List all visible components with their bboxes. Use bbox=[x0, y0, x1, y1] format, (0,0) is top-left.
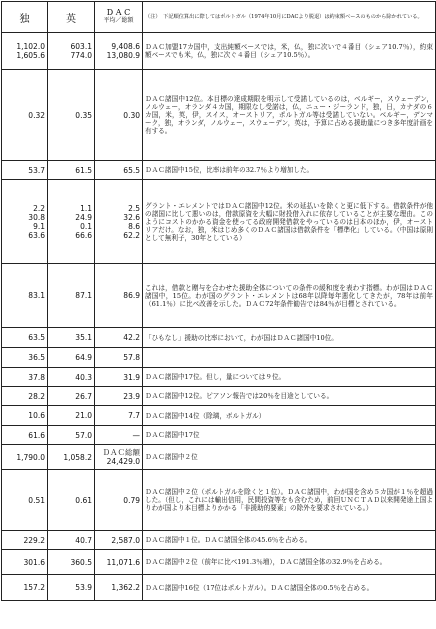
table-row bbox=[2, 406, 436, 426]
note-text: ＤＡＣ諸国中12位。本目標の達成期限を明示して受諾しているのは，ベルギー，スウェーデン，ノルウェー，オランダ４カ国，期限なし受諾は，仏，ニュー・ジーランド，独，日，カナダの６カ国，米，英，伊，スイス，オーストリア，ポルトガル等は受諾していない。ベルギー，デンマーク，独，オランダ，ノルウェー，スウェーデン，英は，予算に占める援助量につき多年度計画を有する。 bbox=[145, 95, 433, 135]
dac-value-cell bbox=[95, 406, 143, 426]
table-row bbox=[2, 426, 436, 445]
germany-value-cell bbox=[2, 575, 48, 601]
germany-value-cell bbox=[2, 531, 48, 550]
table-row bbox=[2, 531, 436, 550]
cell-value: 62.2 bbox=[123, 230, 140, 240]
cell-value: 360.5 bbox=[70, 557, 92, 567]
cell-value: 0.51 bbox=[28, 495, 45, 505]
cell-value: 774.0 bbox=[70, 51, 92, 60]
dac-value-cell bbox=[95, 550, 143, 575]
cell-value: 63.5 bbox=[28, 333, 45, 342]
statistics-table bbox=[1, 1, 436, 601]
note-cell bbox=[143, 426, 436, 445]
note-text: ＤＡＣ諸国中15位，比率は前年の32.7％より増加した。 bbox=[145, 166, 314, 174]
note-text: ＤＡＣ諸国中17位。但し，量については９位。 bbox=[145, 373, 286, 381]
cell-value: 83.1 bbox=[28, 291, 45, 300]
cell-value: 8.6 bbox=[128, 221, 140, 231]
cell-value: 63.6 bbox=[28, 230, 45, 240]
uk-value-cell bbox=[48, 328, 95, 348]
cell-value: 2,587.0 bbox=[111, 535, 140, 545]
note-cell bbox=[143, 348, 436, 368]
cell-value: 0.32 bbox=[28, 110, 45, 120]
cell-value: 1,058.2 bbox=[63, 452, 92, 462]
cell-value: 87.1 bbox=[75, 291, 92, 300]
table-row bbox=[2, 550, 436, 575]
header-note: （注） 下記順位算出に際してはポルトガル（1974年10月にDACより脱退）は約束額ベースのものから除かれている。 bbox=[143, 2, 436, 33]
germany-value-cell bbox=[2, 264, 48, 328]
dac-value-cell bbox=[95, 264, 143, 328]
cell-value: 11,071.6 bbox=[106, 557, 140, 567]
cell-value: 32.6 bbox=[123, 212, 140, 222]
note-cell bbox=[143, 445, 436, 470]
germany-value-cell bbox=[2, 328, 48, 348]
note-cell bbox=[143, 264, 436, 328]
uk-value-cell bbox=[48, 70, 95, 161]
header-dac-subtitle: 平均／総額 bbox=[103, 17, 134, 24]
table-row bbox=[2, 348, 436, 368]
germany-value-cell bbox=[2, 445, 48, 470]
cell-value: 57.8 bbox=[123, 353, 140, 362]
note-text: ＤＡＣ加盟17カ国中，支出純額ベースでは，米，仏，独に次いで４番目（シェア10.7％），約束額ベースでも米，仏，独に次ぐ４番目（シェア10.5％）。 bbox=[145, 43, 433, 59]
cell-value: 10.6 bbox=[28, 411, 45, 420]
cell-value: 157.2 bbox=[23, 583, 45, 592]
note-text: 「ひもなし」援助の比率において，わが国はＤＡＣ諸国中10位。 bbox=[145, 333, 338, 342]
cell-value: 229.2 bbox=[23, 535, 45, 545]
cell-value: — bbox=[132, 430, 140, 440]
cell-value: 301.6 bbox=[23, 557, 45, 567]
cell-value: 2.5 bbox=[128, 203, 140, 213]
cell-value: 0.1 bbox=[80, 221, 92, 231]
cell-value: 0.35 bbox=[75, 110, 92, 120]
uk-value-cell bbox=[48, 387, 95, 406]
note-text: ＤＡＣ諸国中12位。ピアソン報告では20％を目途としている。 bbox=[145, 392, 334, 400]
uk-value-cell bbox=[48, 550, 95, 575]
note-cell bbox=[143, 387, 436, 406]
cell-value: 64.9 bbox=[75, 353, 92, 362]
cell-value: 2.2 bbox=[33, 203, 45, 213]
table-row bbox=[2, 445, 436, 470]
germany-value-cell bbox=[2, 368, 48, 387]
cell-value: 9,408.6 bbox=[111, 42, 140, 51]
germany-value-cell bbox=[2, 348, 48, 368]
germany-value-cell bbox=[2, 33, 48, 70]
cell-value: 1,790.0 bbox=[16, 452, 45, 462]
dac-value-cell bbox=[95, 445, 143, 470]
cell-value: 0.61 bbox=[75, 495, 92, 505]
uk-value-cell bbox=[48, 348, 95, 368]
uk-value-cell bbox=[48, 575, 95, 601]
table-row bbox=[2, 368, 436, 387]
cell-value: 35.1 bbox=[75, 333, 92, 342]
cell-value: ＤＡＣ総額 bbox=[102, 448, 140, 457]
cell-value: 1.1 bbox=[80, 203, 92, 213]
germany-value-cell bbox=[2, 161, 48, 180]
germany-value-cell bbox=[2, 470, 48, 531]
note-text: ＤＡＣ諸国中２位（ポルトガルを除くと１位）。ＤＡＣ諸国中，わが国を含め５カ国が１％を超過した。（但し，これには輸出信用，民間投資等をも含むため，前回ＵＮＣＴＡＤ以来開発途上国よりわが国より本目標よりかかる「非援助的要素」の除外を要求されている。） bbox=[145, 488, 433, 512]
cell-value: 53.9 bbox=[75, 583, 92, 592]
cell-value: 31.9 bbox=[123, 372, 140, 382]
table-row bbox=[2, 33, 436, 70]
cell-value: 9.1 bbox=[33, 221, 45, 231]
header-germany: 独 bbox=[2, 2, 48, 33]
note-cell bbox=[143, 161, 436, 180]
uk-value-cell bbox=[48, 180, 95, 264]
dac-value-cell bbox=[95, 70, 143, 161]
note-cell bbox=[143, 531, 436, 550]
table-row bbox=[2, 180, 436, 264]
note-cell bbox=[143, 550, 436, 575]
cell-value: 26.7 bbox=[75, 391, 92, 401]
note-text: ＤＡＣ諸国中１位。ＤＡＣ諸国全体の45.6％を占める。 bbox=[145, 536, 312, 544]
cell-value: 86.9 bbox=[123, 291, 140, 300]
cell-value: 24.9 bbox=[75, 212, 92, 222]
note-cell bbox=[143, 470, 436, 531]
note-cell bbox=[143, 328, 436, 348]
note-text: ＤＡＣ諸国中２位（前年に比べ191.3％増），ＤＡＣ諸国全体の32.9％を占める。 bbox=[145, 558, 387, 566]
cell-value: 1,362.2 bbox=[111, 583, 140, 592]
note-cell bbox=[143, 368, 436, 387]
cell-value: 0.30 bbox=[123, 110, 140, 120]
cell-value: 57.0 bbox=[75, 430, 92, 440]
cell-value: 65.5 bbox=[123, 165, 140, 175]
uk-value-cell bbox=[48, 368, 95, 387]
cell-value: 603.1 bbox=[70, 42, 92, 51]
germany-value-cell bbox=[2, 387, 48, 406]
table-row bbox=[2, 264, 436, 328]
dac-value-cell bbox=[95, 531, 143, 550]
germany-value-cell bbox=[2, 180, 48, 264]
note-cell bbox=[143, 406, 436, 426]
dac-value-cell bbox=[95, 575, 143, 601]
dac-value-cell bbox=[95, 161, 143, 180]
cell-value: 66.6 bbox=[75, 230, 92, 240]
note-cell bbox=[143, 33, 436, 70]
cell-value: 37.8 bbox=[28, 372, 45, 382]
header-dac bbox=[95, 2, 143, 33]
note-text: ＤＡＣ諸国中16位（17位はポルトガル）。ＤＡＣ諸国全体の0.5％を占める。 bbox=[145, 583, 374, 592]
note-text: ＤＡＣ諸国中14位（除璃，ボルトガル） bbox=[145, 411, 266, 420]
header-dac-title: D A C bbox=[106, 8, 131, 17]
table-row bbox=[2, 387, 436, 406]
cell-value: 7.7 bbox=[128, 411, 140, 420]
cell-value: 40.7 bbox=[75, 535, 92, 545]
cell-value: 23.9 bbox=[123, 391, 140, 401]
table-row bbox=[2, 70, 436, 161]
cell-value: 61.6 bbox=[28, 430, 45, 440]
note-text: ＤＡＣ諸国中２位 bbox=[145, 453, 198, 461]
note-cell bbox=[143, 180, 436, 264]
table-row bbox=[2, 470, 436, 531]
germany-value-cell bbox=[2, 426, 48, 445]
uk-value-cell bbox=[48, 531, 95, 550]
dac-value-cell bbox=[95, 180, 143, 264]
note-text: グラント・エレメントではＤＡＣ諸国中12位。米の延払いを除くと更に低下する。借款条件が他の諸国に比して悪いのは，借款原資を大幅に財投借入れに依存していることが主要な理由。このようにコストのかかる資金を使ってる政府開発借款をやっているのは日本のほか，伊，オーストリアだけ。なお，独，米はじめ多くのＤＡＣ諸国は借款条件を「標準化」している。（中国は原則として無利子，30年としている） bbox=[145, 201, 433, 242]
uk-value-cell bbox=[48, 406, 95, 426]
germany-value-cell bbox=[2, 70, 48, 161]
cell-value: 28.2 bbox=[28, 391, 45, 401]
uk-value-cell bbox=[48, 426, 95, 445]
table-header-row bbox=[2, 2, 436, 33]
cell-value: 1,102.0 bbox=[16, 42, 45, 51]
cell-value: 61.5 bbox=[75, 165, 92, 175]
dac-value-cell bbox=[95, 426, 143, 445]
uk-value-cell bbox=[48, 33, 95, 70]
cell-value: 40.3 bbox=[75, 372, 92, 382]
note-cell bbox=[143, 575, 436, 601]
cell-value: 36.5 bbox=[28, 353, 45, 362]
cell-value: 0.79 bbox=[123, 495, 140, 505]
uk-value-cell bbox=[48, 470, 95, 531]
header-uk: 英 bbox=[48, 2, 95, 33]
dac-value-cell bbox=[95, 328, 143, 348]
cell-value: 13,080.9 bbox=[106, 51, 140, 60]
uk-value-cell bbox=[48, 161, 95, 180]
cell-value: 42.2 bbox=[123, 333, 140, 342]
dac-value-cell bbox=[95, 387, 143, 406]
note-cell bbox=[143, 70, 436, 161]
dac-value-cell bbox=[95, 348, 143, 368]
table-row bbox=[2, 161, 436, 180]
note-text: これは，借款と贈与を合わせた援助全体についての条件の緩和度を表わす指標。わが国はＤＡＣ諸国中，15位。わが国のグラント・エレメントは68年以降毎年悪化してきたが，78年は前年（61.1％）に比べ改善を示した。ＤＡＣ72年条件勧告では84％が目標とされている。 bbox=[145, 283, 433, 308]
uk-value-cell bbox=[48, 264, 95, 328]
dac-value-cell bbox=[95, 470, 143, 531]
uk-value-cell bbox=[48, 445, 95, 470]
table-row bbox=[2, 328, 436, 348]
dac-value-cell bbox=[95, 33, 143, 70]
germany-value-cell bbox=[2, 406, 48, 426]
cell-value: 30.8 bbox=[28, 212, 45, 222]
cell-value: 21.0 bbox=[75, 411, 92, 420]
dac-value-cell bbox=[95, 368, 143, 387]
germany-value-cell bbox=[2, 550, 48, 575]
note-text: ＤＡＣ諸国中17位 bbox=[145, 431, 200, 439]
cell-value: 24,429.0 bbox=[106, 457, 140, 466]
cell-value: 1,605.6 bbox=[16, 51, 45, 60]
table-row bbox=[2, 575, 436, 601]
cell-value: 53.7 bbox=[28, 165, 45, 175]
